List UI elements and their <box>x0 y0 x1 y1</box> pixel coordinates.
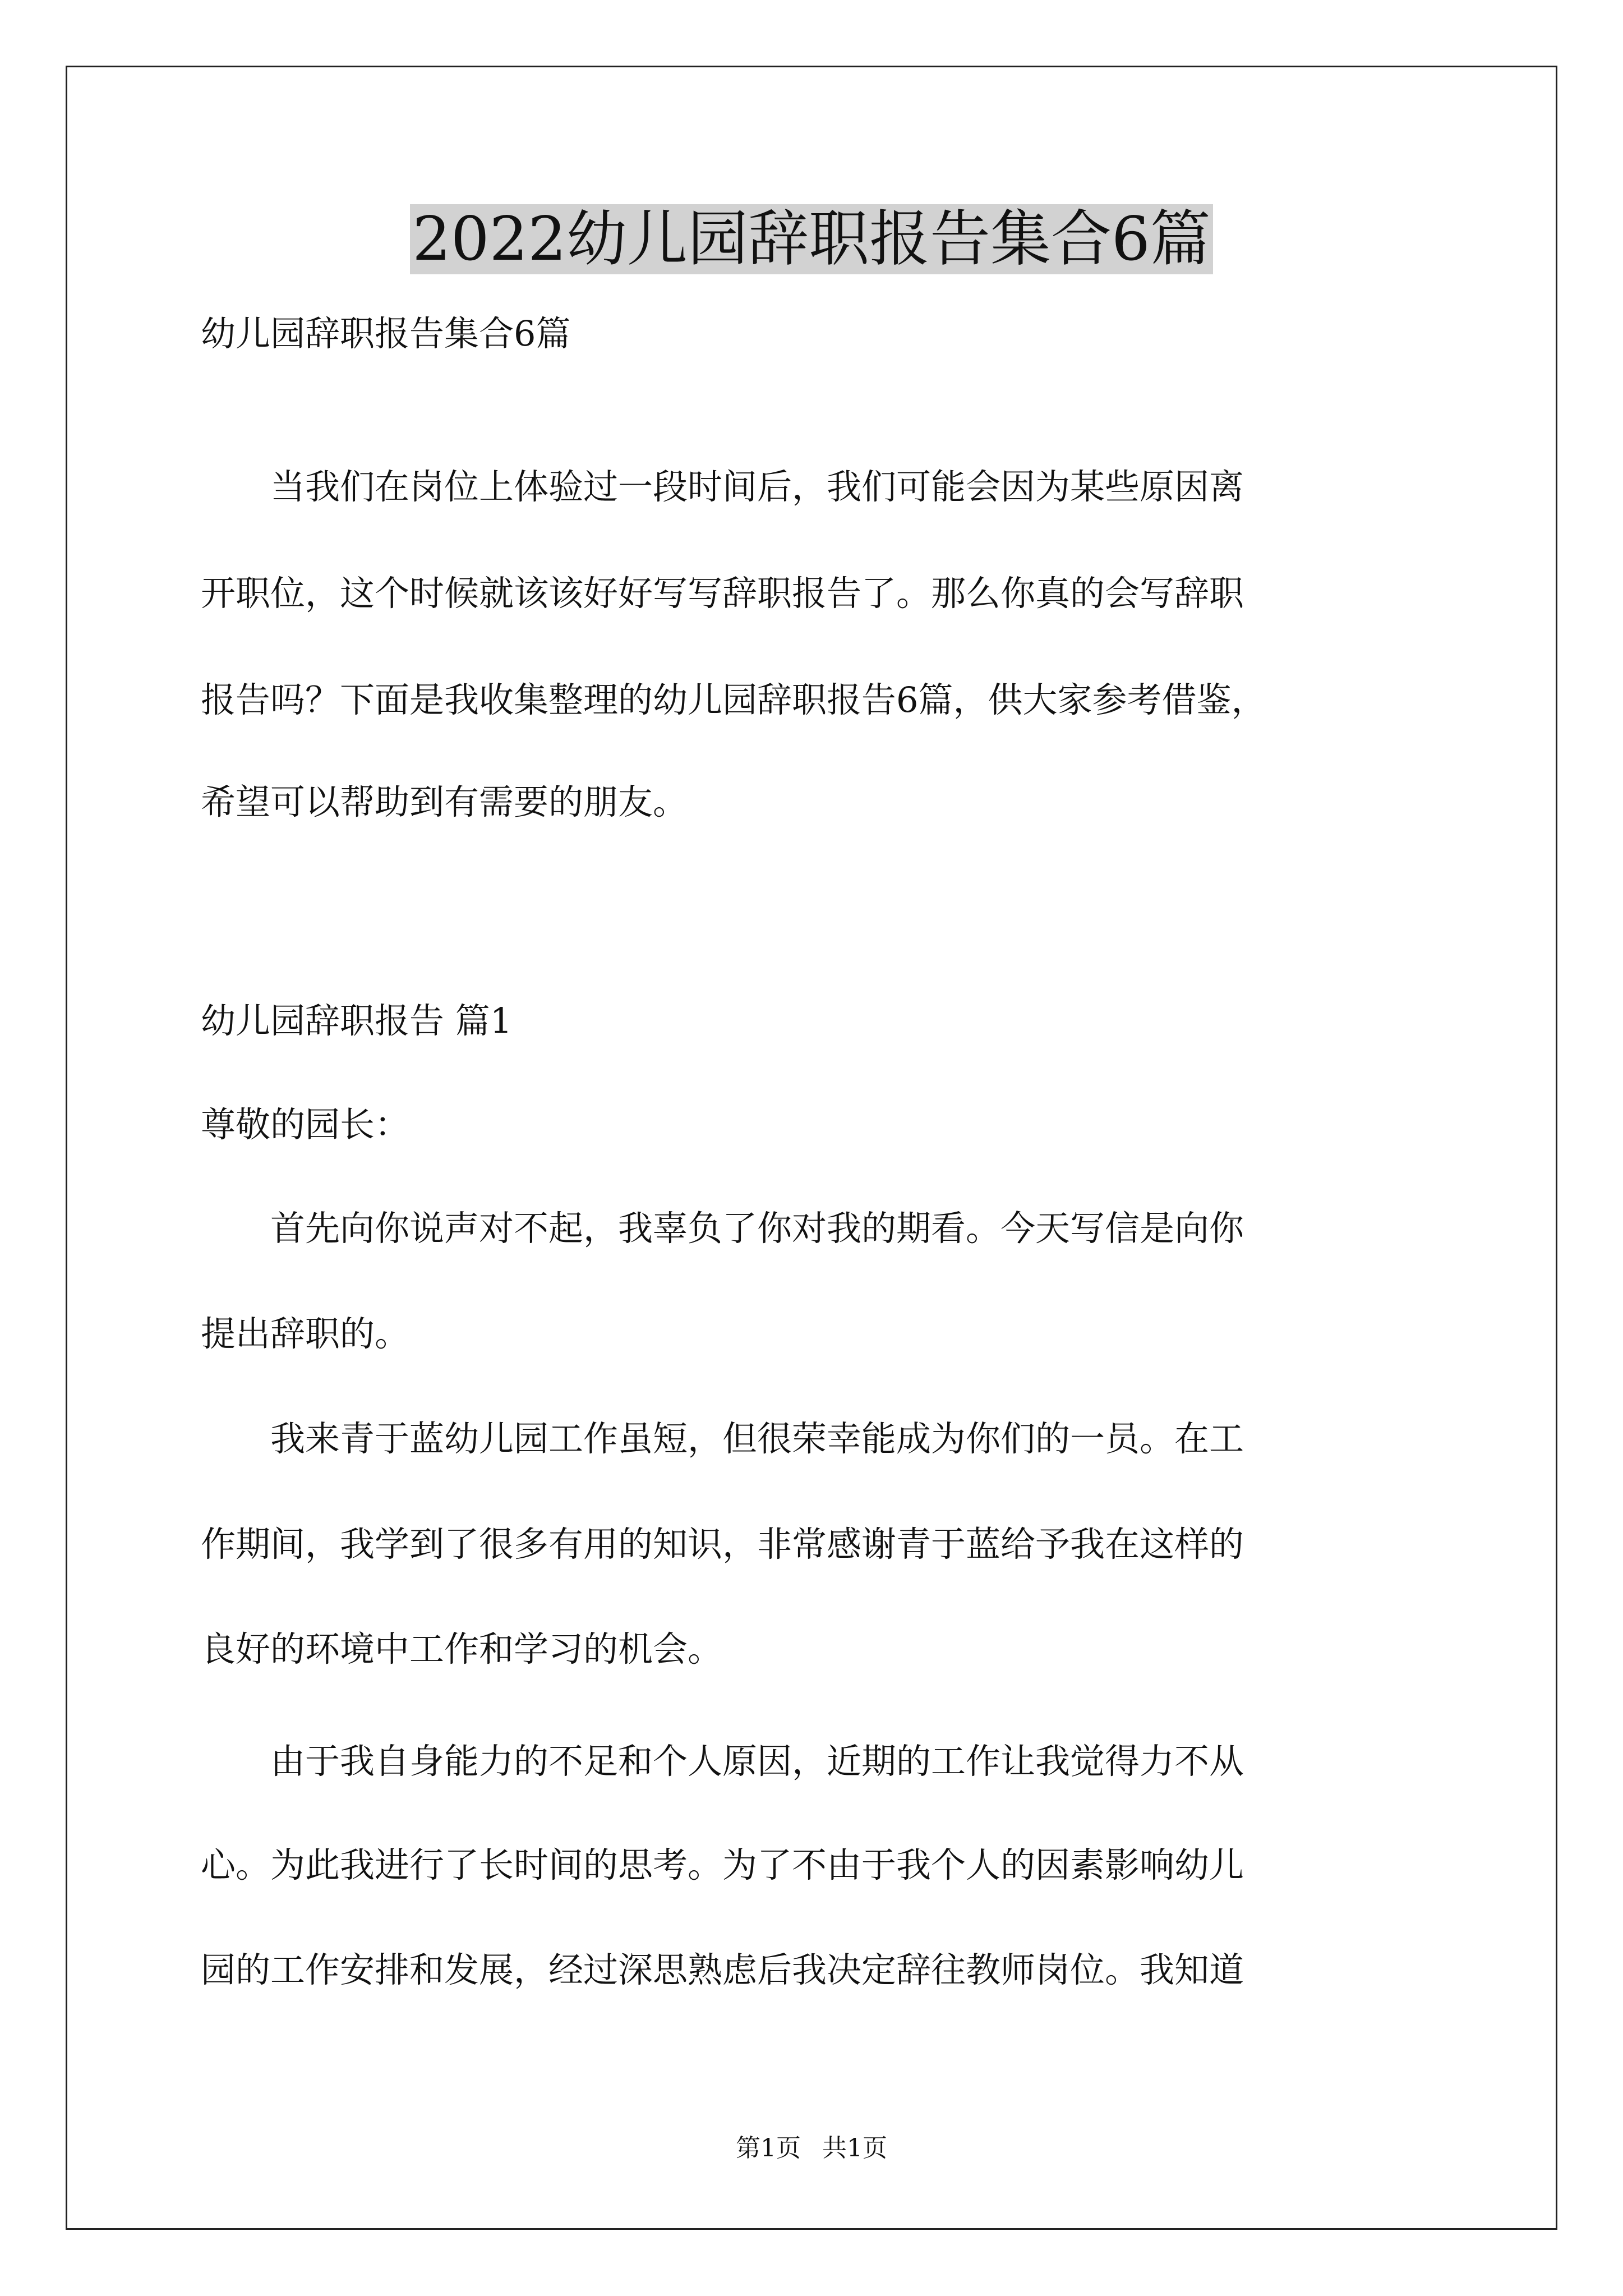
body-line-6: 由于我自身能力的不足和个人原因，近期的工作让我觉得力不从 <box>201 1741 1244 1782</box>
body-line-1: 首先向你说声对不起，我辜负了你对我的期看。今天写信是向你 <box>201 1208 1244 1249</box>
body-line-2: 提出辞职的。 <box>201 1313 410 1354</box>
page-number: 第1页 <box>736 2134 801 2162</box>
body-line-5: 良好的环境中工作和学习的机会。 <box>201 1628 723 1669</box>
title-text: 2022幼儿园辞职报告集合6篇 <box>410 204 1213 274</box>
subtitle: 幼儿园辞职报告集合6篇 <box>201 313 571 354</box>
body-line-7: 心。为此我进行了长时间的思考。为了不由于我个人的因素影响幼儿 <box>201 1844 1244 1885</box>
intro-line-2: 开职位，这个时候就该该好好写写辞职报告了。那么你真的会写辞职 <box>201 573 1244 614</box>
page-footer <box>0 2132 1623 2165</box>
body-line-3: 我来青于蓝幼儿园工作虽短，但很荣幸能成为你们的一员。在工 <box>201 1418 1244 1459</box>
page-total: 共1页 <box>822 2134 887 2162</box>
intro-line-3: 报告吗？下面是我收集整理的幼儿园辞职报告6篇，供大家参考借鉴， <box>201 679 1266 720</box>
body-line-4: 作期间，我学到了很多有用的知识，非常感谢青于蓝给予我在这样的 <box>201 1524 1244 1565</box>
section-heading: 幼儿园辞职报告 篇1 <box>201 1000 513 1041</box>
intro-line-1: 当我们在岗位上体验过一段时间后，我们可能会因为某些原因离 <box>201 466 1244 507</box>
intro-line-4: 希望可以帮助到有需要的朋友。 <box>201 781 688 822</box>
document-title <box>0 197 1623 282</box>
salutation: 尊敬的园长： <box>201 1104 410 1145</box>
body-line-8: 园的工作安排和发展，经过深思熟虑后我决定辞往教师岗位。我知道 <box>201 1949 1244 1990</box>
